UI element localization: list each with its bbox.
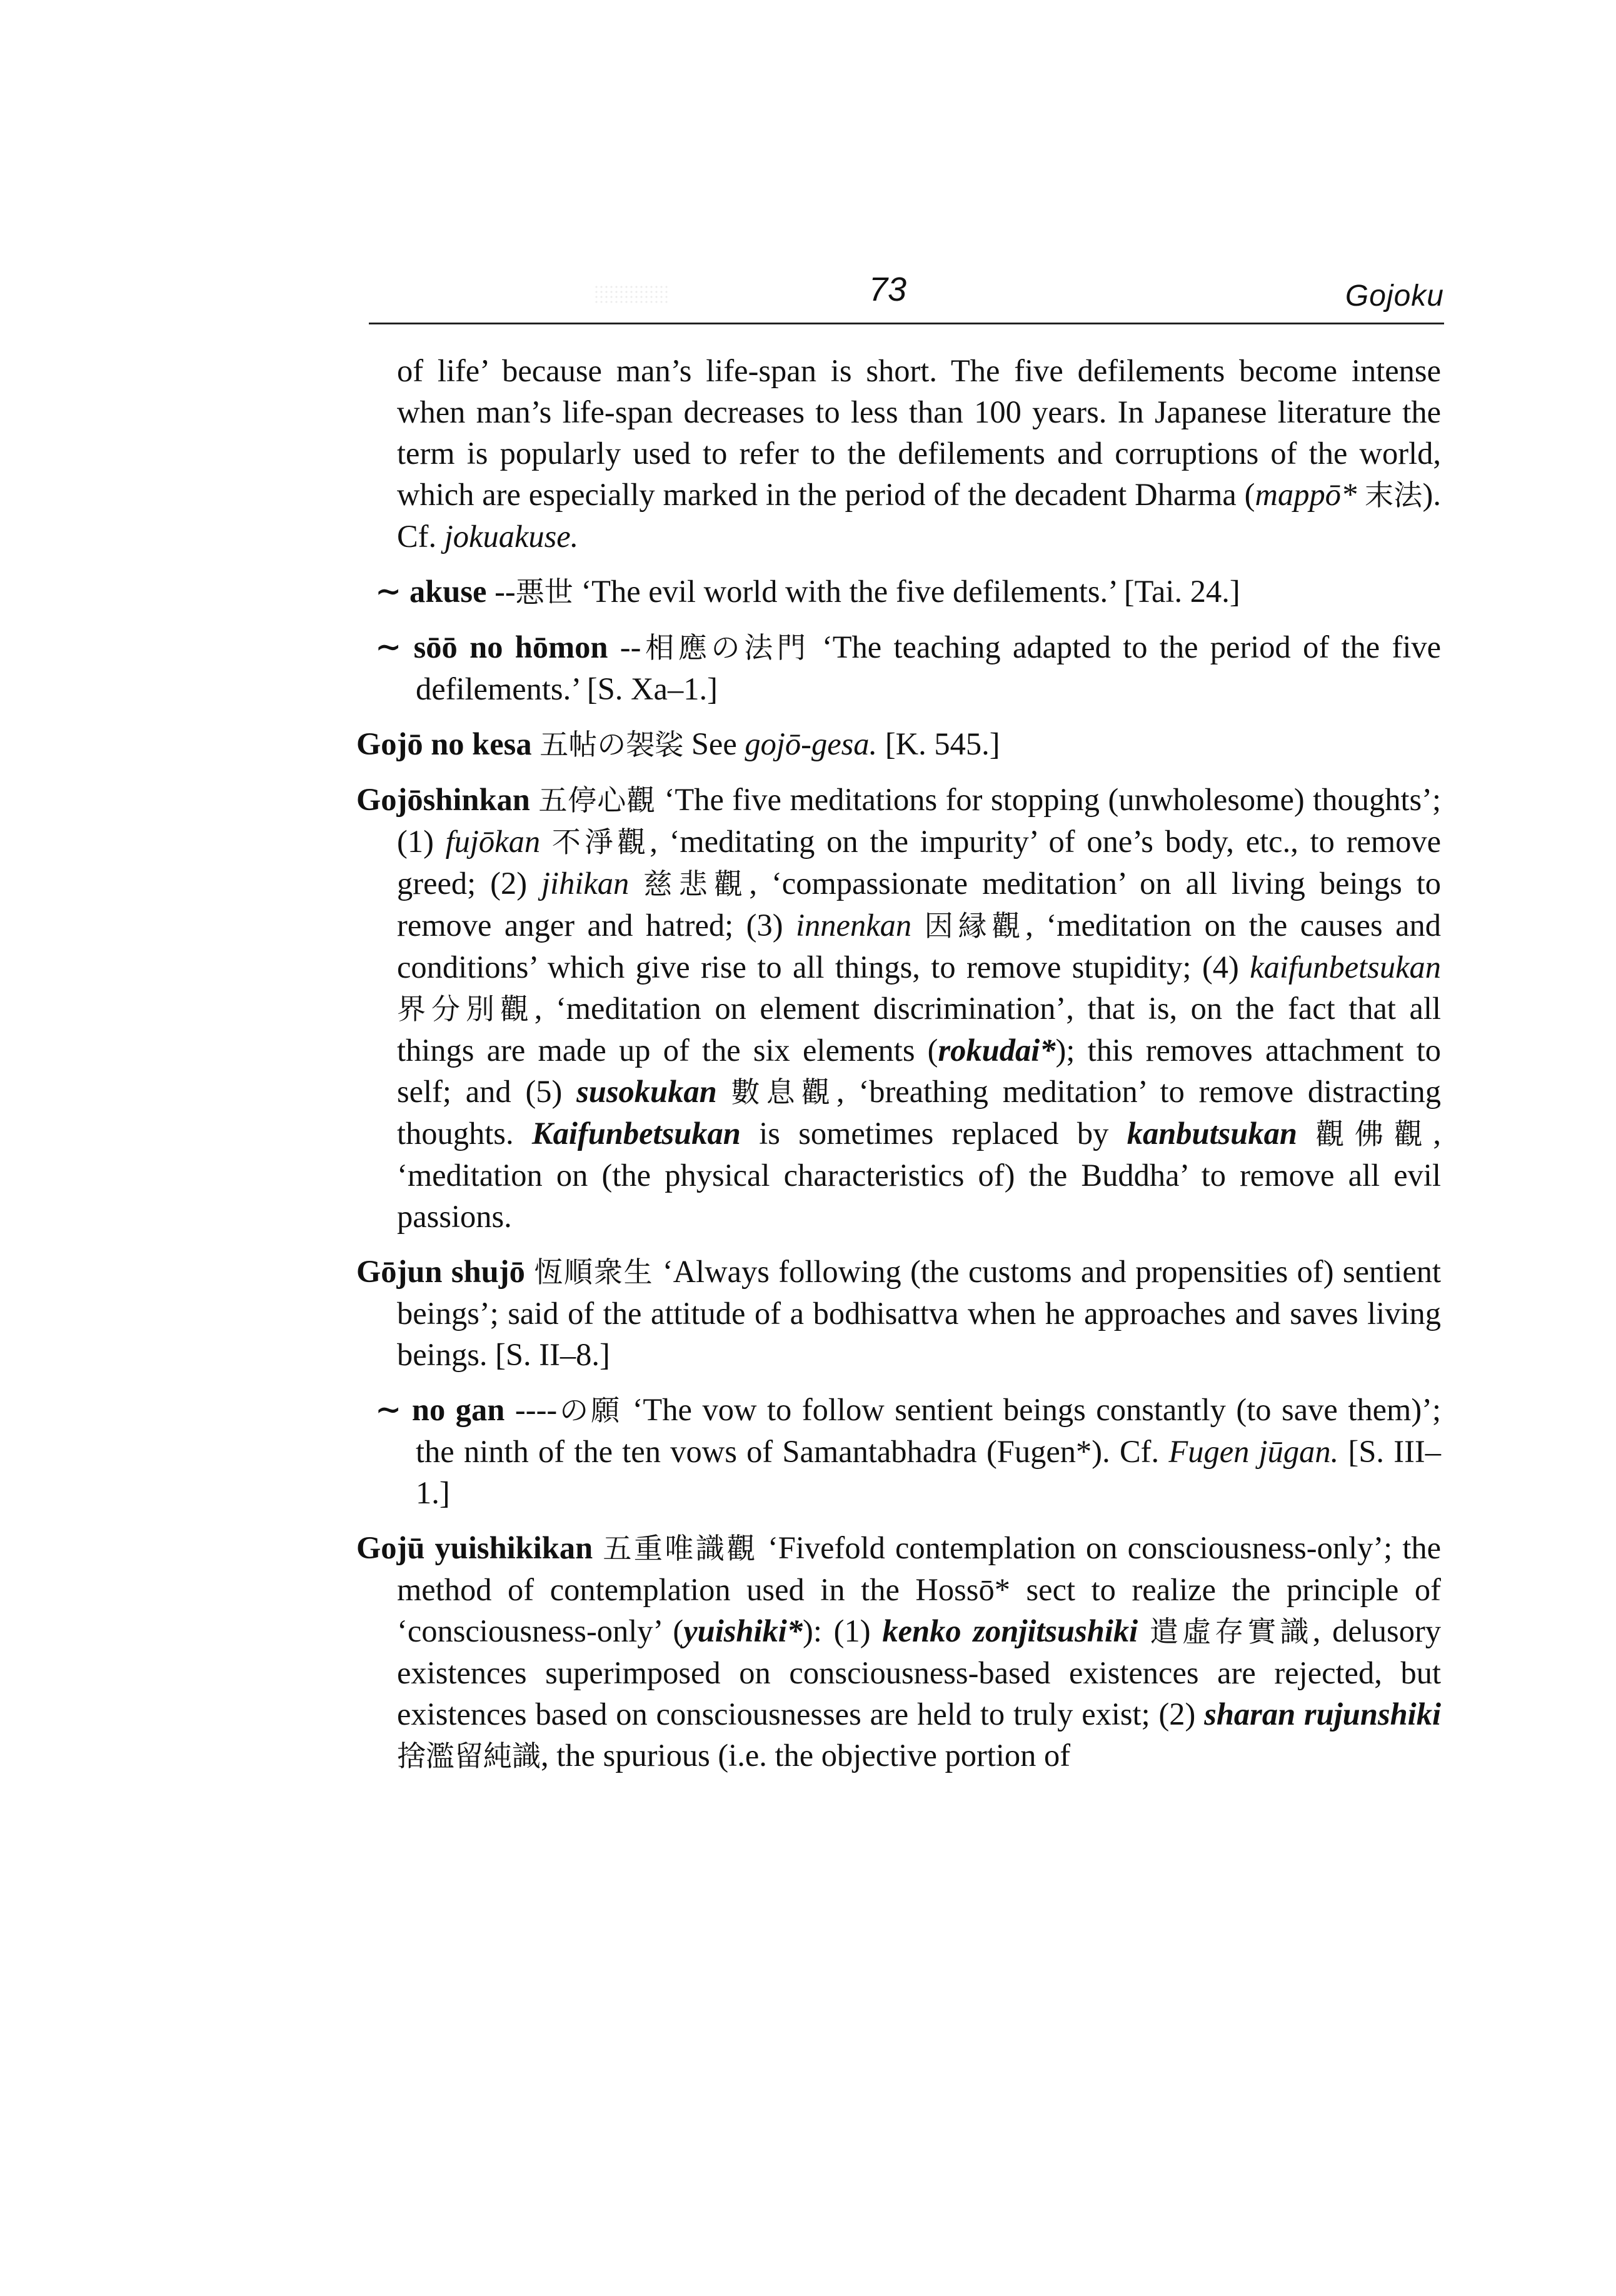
headword: Gojū yuishikikan (356, 1530, 593, 1565)
running-head: Gojoku (1345, 279, 1444, 313)
headword: no gan (411, 1392, 505, 1427)
headword: sōō no hōmon (413, 629, 608, 664)
page-number: 73 (869, 271, 907, 308)
headword: Gojōshinkan (356, 782, 530, 817)
entry-gojoku-continuation: of life’ because man’s life-span is short. The five defilements become intense when man’s life-span decreases to less than 100 years. In Japanese literature the term is popularly used to refer to the defilements and corruptions of the world, which are especially marked in the period of the decadent Dharma (mappō* 末法). Cf. jokuakuse. (397, 353, 1441, 554)
headword: akuse (409, 574, 487, 609)
entry-gojun-shujo: Gōjun shujō 恆順衆生 ‘Always following (the customs and propensities of) sentient beings’; said of the attitude of a bodhisattva when he approaches and saves living beings. [S. II–8.] (356, 1254, 1442, 1372)
dictionary-body (356, 350, 1441, 1790)
entry-akuse: ∼ akuse --悪世 ‘The evil world with the five defilements.’ [Tai. 24.] (375, 574, 1240, 609)
entry-no-gan: ∼ no gan ----の願 ‘The vow to follow sentient beings constantly (to save them)’; the ninth of the ten vows of Samantabhadra (Fugen*). Cf. Fugen jūgan. [S. III–1.] (375, 1392, 1441, 1510)
entry-gojo-no-kesa: Gojō no kesa 五帖の袈裟 See gojō-gesa. [K. 545.] (356, 726, 1000, 761)
entry-gojoshinkan: Gojōshinkan 五停心觀 ‘The five meditations for stopping (unwholesome) thoughts’; (1) fujōkan 不淨觀, ‘meditating on the impurity’ of one’s body, etc., to remove greed; (2) jihikan 慈悲觀, ‘compassionate meditation’ on all living beings to remove anger and hatred; (3) innenkan 因縁觀, ‘meditation on the causes and conditions’ which give rise to all things, to remove stupidity; (4) kaifunbetsukan 界分別觀, ‘meditation on element discrimination’, that is, on the fact that all things are made up of the six elements (rokudai*); this removes attachment to self; and (5) susokukan 數息觀, ‘breathing meditation’ to remove distracting thoughts. Kaifunbetsukan is sometimes replaced by kanbutsukan 觀佛觀, ‘meditation on (the physical characteristics of) the Buddha’ to remove all evil passions. (356, 782, 1442, 1234)
headword: Gojō no kesa (356, 726, 532, 761)
entry-goju-yuishikikan: Gojū yuishikikan 五重唯識觀 ‘Fivefold contemplation on consciousness-only’; the method of contemplation used in the Hossō* sect to realize the principle of ‘consciousness-only’ (yuishiki*): (1) kenko zonjitsushiki 遣虛存實識, delusory existences superimposed on consciousness-based existences are rejected, but existences based on consciousnesses are held to truly exist; (2) sharan rujunshiki 捨濫留純識, the spurious (i.e. the objective portion of (356, 1530, 1442, 1773)
entry-soo-no-homon: ∼ sōō no hōmon --相應の法門 ‘The teaching adapted to the period of the five defilements.’ [S. Xa–1.] (375, 629, 1442, 706)
page-header (369, 263, 1444, 324)
headword: Gōjun shujō (356, 1254, 525, 1289)
